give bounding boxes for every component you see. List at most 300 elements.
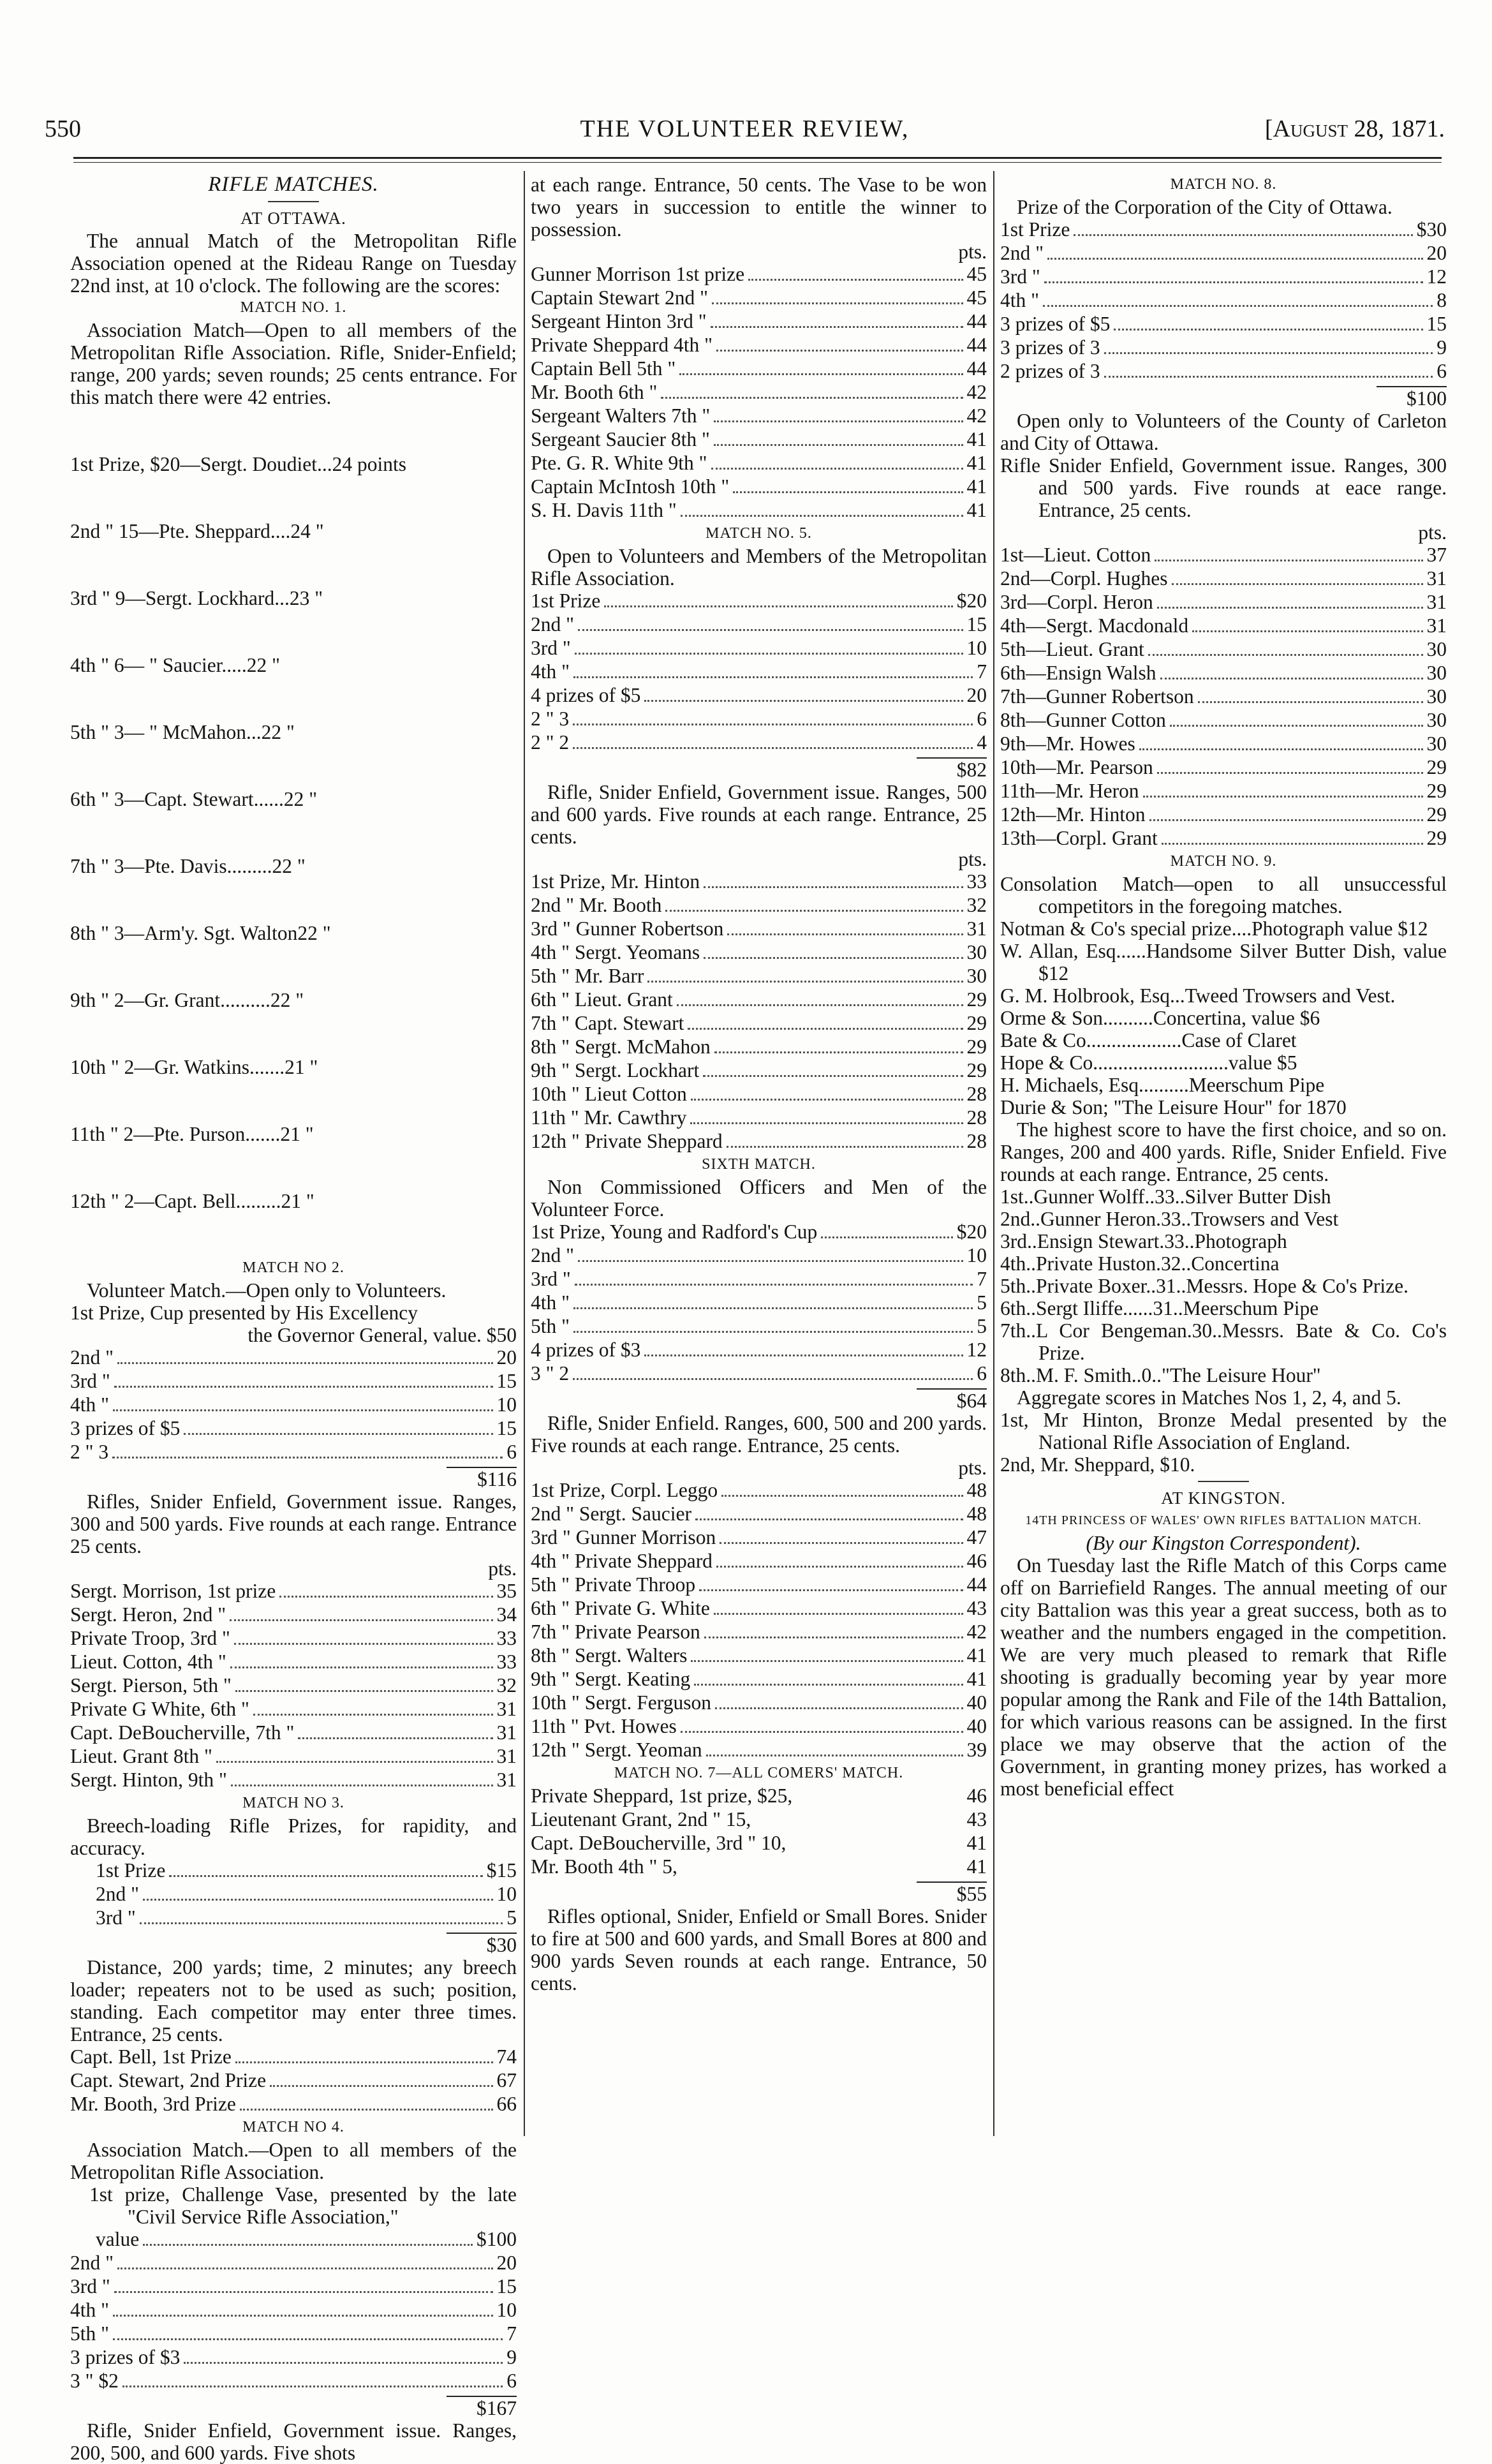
table-row — [531, 1362, 987, 1386]
dot-leader — [727, 933, 963, 935]
row-value: 10 — [966, 1244, 987, 1266]
row-value: 20 — [1426, 242, 1447, 264]
row-value: 33 — [496, 1627, 517, 1649]
match-description: Non Commissioned Officers and Men of the Volunteer Force. — [531, 1176, 987, 1221]
row-value: 74 — [496, 2045, 517, 2068]
row-label: 3rd " — [70, 2275, 110, 2297]
table-row — [1000, 756, 1447, 780]
row-label: 1st Prize — [1000, 218, 1070, 241]
row-label: Pte. G. R. White 9th " — [531, 452, 707, 474]
row-label: 2 " 2 — [531, 731, 570, 753]
row-label: 1st Prize — [96, 1859, 166, 1881]
row-value: 10 — [496, 2299, 517, 2321]
dot-leader — [644, 1354, 963, 1356]
row-label: 3 " $2 — [70, 2370, 119, 2392]
row-label: Sergeant Walters 7th " — [531, 404, 711, 427]
dot-leader — [644, 700, 963, 702]
table-row — [1000, 360, 1447, 383]
row-value: 43 — [966, 1808, 987, 1830]
row-label: Capt. Bell, 1st Prize — [70, 2045, 232, 2068]
dot-leader — [1104, 376, 1433, 378]
row-value: 4 — [977, 731, 987, 753]
table-row — [531, 1479, 987, 1503]
row-value: 32 — [966, 894, 987, 916]
row-label: Lieutenant Grant, 2nd " 15, — [531, 1808, 751, 1830]
prize-total: $100 — [1377, 386, 1447, 410]
match-heading: MATCH NO. 5. — [705, 525, 812, 542]
row-label: 8th " Sergt. McMahon — [531, 1035, 711, 1058]
row-label: 3rd " — [70, 1370, 110, 1392]
section-heading: AT KINGSTON. — [1161, 1488, 1286, 1508]
row-value: 7 — [977, 1268, 987, 1290]
dot-leader — [1192, 630, 1422, 632]
row-value: 5 — [977, 1291, 987, 1314]
list-item: Orme & Son..........Concertina, value $6 — [1000, 1007, 1320, 1029]
row-label: 2 prizes of 3 — [1000, 360, 1100, 382]
table-row — [531, 263, 987, 286]
table-row — [70, 1906, 517, 1930]
dot-leader — [573, 676, 973, 678]
dot-leader — [270, 2085, 492, 2087]
prize-list — [70, 408, 517, 1257]
match-heading: MATCH NO. 9. — [1170, 853, 1277, 870]
dot-leader — [714, 420, 963, 422]
prize-table — [531, 1221, 987, 1386]
dot-leader — [573, 1331, 973, 1333]
table-row — [531, 357, 987, 381]
dot-leader — [117, 2267, 493, 2269]
match-description: Consolation Match—open to all unsuccessful competitors in the foregoing matches. — [1000, 873, 1447, 917]
dot-leader — [235, 1690, 493, 1692]
list-item: 5th..Private Boxer..31..Messrs. Hope & Co's Prize. — [1000, 1275, 1408, 1297]
prize-total: $55 — [917, 1881, 987, 1905]
row-label: Sergeant Hinton 3rd " — [531, 310, 707, 332]
table-row — [531, 894, 987, 917]
dot-leader — [573, 1378, 973, 1380]
table-row — [531, 1621, 987, 1644]
table-row — [1000, 313, 1447, 336]
dot-leader — [706, 1755, 963, 1756]
row-label: 4th " — [70, 1393, 109, 1416]
row-label: 12th " Private Sheppard — [531, 1130, 723, 1152]
row-label: Lieut. Grant 8th " — [70, 1745, 212, 1767]
table-row — [1000, 336, 1447, 360]
prize-line: 1st Prize, Cup presented by His Excellency — [70, 1302, 418, 1324]
row-value: 5 — [977, 1315, 987, 1337]
row-value: 44 — [966, 334, 987, 356]
row-value: 41 — [966, 428, 987, 450]
row-label: 3 prizes of $5 — [1000, 313, 1111, 335]
intro-paragraph: The annual Match of the Metropolitan Rifle Association opened at the Rideau Range on Tuesday 22nd inst, at 10 o'clock. The following are the scores: — [70, 230, 517, 297]
row-value: 29 — [966, 1035, 987, 1058]
row-label: 2 " 3 — [531, 708, 570, 730]
table-row — [531, 334, 987, 357]
dot-leader — [578, 1260, 963, 1262]
row-value: 30 — [1426, 662, 1447, 684]
prize-line: 3rd " 9—Sergt. Lockhard...23 " — [70, 587, 323, 609]
dot-leader — [716, 350, 963, 352]
dot-leader — [714, 1051, 963, 1053]
dot-leader — [720, 1542, 963, 1544]
dot-leader — [1155, 560, 1422, 561]
table-row — [1000, 614, 1447, 638]
row-label: Sergt. Heron, 2nd " — [70, 1603, 226, 1626]
table-row — [531, 310, 987, 334]
row-value: 67 — [496, 2069, 517, 2091]
dot-leader — [604, 605, 952, 607]
table-row — [531, 637, 987, 660]
match-conditions: Rifle, Snider Enfield. Ranges, 600, 500 and 200 yards. Five rounds at each range. Entrance, 25 cents. — [531, 1412, 987, 1457]
dot-leader — [711, 326, 963, 328]
row-value: 39 — [966, 1739, 987, 1761]
dot-leader — [715, 1707, 963, 1709]
row-label: Captain Stewart 2nd " — [531, 286, 708, 309]
row-value: 20 — [496, 2252, 517, 2274]
row-value: 41 — [966, 1644, 987, 1666]
special-prize-list — [1000, 917, 1447, 1118]
row-label: 7th " Private Pearson — [531, 1621, 700, 1643]
row-value: 33 — [496, 1651, 517, 1673]
dot-leader — [143, 2244, 473, 2246]
column-1 — [70, 173, 517, 2464]
dot-leader — [1198, 701, 1423, 703]
dot-leader — [694, 1684, 963, 1686]
row-label: 4th " Private Sheppard — [531, 1550, 713, 1572]
row-label: 1st Prize, Young and Radford's Cup — [531, 1221, 818, 1243]
table-row — [1000, 803, 1447, 827]
row-value: 44 — [966, 357, 987, 380]
table-row — [1000, 218, 1447, 242]
table-row — [531, 1221, 987, 1244]
row-label: 3rd " Gunner Morrison — [531, 1526, 716, 1548]
aggregate-note: Aggregate scores in Matches Nos 1, 2, 4, and 5. — [1017, 1386, 1401, 1409]
table-row — [531, 499, 987, 523]
dot-leader — [681, 1871, 963, 1873]
row-label: 7th—Gunner Robertson — [1000, 685, 1194, 708]
row-label: Sergt. Hinton, 9th " — [70, 1769, 227, 1791]
dot-leader — [234, 1643, 493, 1645]
row-label: 2nd " — [70, 1346, 114, 1369]
row-label: 4th " — [531, 660, 570, 683]
dot-leader — [575, 653, 963, 655]
row-label: 2nd " Sergt. Saucier — [531, 1503, 691, 1525]
match-description: Volunteer Match.—Open only to Volunteers. — [87, 1279, 447, 1302]
dot-leader — [721, 1495, 963, 1497]
dot-leader — [691, 1660, 963, 1662]
dot-leader — [714, 1613, 963, 1615]
dot-leader — [712, 302, 963, 304]
row-label: 2nd " — [531, 613, 574, 635]
row-value: 28 — [966, 1130, 987, 1152]
table-row — [531, 475, 987, 499]
dot-leader — [727, 1146, 963, 1148]
row-label: 9th " Sergt. Keating — [531, 1668, 691, 1690]
issue-date: [August 28, 1871. — [1264, 115, 1445, 142]
row-value: 12 — [966, 1339, 987, 1361]
row-label: 6th—Ensign Walsh — [1000, 662, 1156, 684]
dot-leader — [716, 1566, 963, 1568]
dot-leader — [235, 2061, 493, 2063]
row-value: $20 — [956, 590, 987, 612]
table-row — [531, 1715, 987, 1739]
column-divider — [993, 171, 994, 2136]
table-row — [531, 1644, 987, 1668]
row-label: 3 prizes of $5 — [70, 1417, 181, 1439]
dot-leader — [790, 1848, 963, 1850]
table-row — [531, 1130, 987, 1154]
table-row — [531, 452, 987, 475]
table-row — [1000, 567, 1447, 591]
prize-table — [70, 2228, 517, 2252]
row-label: 3 " 2 — [531, 1362, 570, 1384]
dot-leader — [113, 2338, 503, 2340]
match-description: Prize of the Corporation of the City of Ottawa. — [1017, 196, 1392, 218]
table-row — [70, 1698, 517, 1721]
table-row — [531, 404, 987, 428]
row-label: Capt. Stewart, 2nd Prize — [70, 2069, 267, 2091]
table-row — [531, 1550, 987, 1573]
table-row — [70, 2045, 517, 2069]
match-heading: MATCH NO. 1. — [240, 299, 347, 316]
row-value: 40 — [966, 1691, 987, 1714]
table-row — [70, 1651, 517, 1674]
row-value: $100 — [476, 2228, 517, 2250]
table-row — [70, 1745, 517, 1769]
dot-leader — [681, 1731, 963, 1733]
dot-leader — [647, 981, 963, 983]
prize-table — [1000, 218, 1447, 383]
row-value: 66 — [496, 2093, 517, 2115]
dot-leader — [1114, 329, 1422, 330]
row-value: 29 — [1426, 780, 1447, 802]
table-row — [531, 731, 987, 755]
row-label: 11th—Mr. Heron — [1000, 780, 1139, 802]
row-value: 41 — [966, 475, 987, 498]
row-value: 6 — [977, 708, 987, 730]
row-label: 9th " Sergt. Lockhart — [531, 1059, 700, 1081]
page-header — [45, 115, 1445, 153]
row-label: Private Troop, 3rd " — [70, 1627, 230, 1649]
row-value: 28 — [966, 1083, 987, 1105]
row-value: 15 — [496, 1370, 517, 1392]
row-value: 31 — [496, 1769, 517, 1791]
row-value: 40 — [966, 1715, 987, 1737]
dot-leader — [1170, 725, 1423, 727]
row-value: 29 — [1426, 827, 1447, 849]
dot-leader — [230, 1619, 492, 1621]
prize-line: 2nd " 15—Pte. Sheppard....24 " — [70, 520, 324, 542]
match-description: Association Match.—Open to all members of the Metropolitan Rifle Association. — [70, 2139, 517, 2183]
table-row — [531, 660, 987, 684]
row-value: 31 — [496, 1745, 517, 1767]
row-value: 20 — [966, 684, 987, 706]
dot-leader — [699, 1589, 963, 1591]
row-value: 31 — [496, 1721, 517, 1744]
table-row — [1000, 242, 1447, 265]
dot-leader — [690, 1122, 963, 1124]
table-row — [70, 1417, 517, 1441]
table-row — [531, 1268, 987, 1291]
list-item: 2nd..Gunner Heron.33..Trowsers and Vest — [1000, 1208, 1339, 1230]
dot-leader — [253, 1714, 493, 1716]
match-conditions: Rifles optional, Snider, Enfield or Small Bores. Snider to fire at 500 and 600 yards, and Small Bores at 800 and 900 yards Seven rounds at each range. Entrance, 50 cents. — [531, 1905, 987, 1994]
row-label: Private G White, 6th " — [70, 1698, 249, 1720]
row-label: 7th " Capt. Stewart — [531, 1012, 684, 1034]
table-row — [531, 1315, 987, 1339]
table-row — [1000, 544, 1447, 567]
prize-total: $167 — [447, 2396, 517, 2419]
row-label: 3rd " Gunner Robertson — [531, 917, 724, 940]
row-label: 11th " Mr. Cawthry — [531, 1106, 687, 1129]
row-value: 6 — [506, 2370, 517, 2392]
row-value: 29 — [1426, 803, 1447, 826]
row-label: 11th " Pvt. Howes — [531, 1715, 677, 1737]
table-row — [1000, 638, 1447, 662]
table-row — [70, 2093, 517, 2116]
dot-leader — [298, 1737, 492, 1739]
dot-leader — [140, 1922, 503, 1924]
dot-leader — [184, 2362, 503, 2364]
table-row — [531, 1503, 987, 1526]
table-row — [531, 1855, 987, 1879]
dot-leader — [1157, 772, 1423, 774]
prize-line: 9th " 2—Gr. Grant..........22 " — [70, 989, 304, 1011]
row-label: Mr. Booth, 3rd Prize — [70, 2093, 236, 2115]
match-conditions: Distance, 200 yards; time, 2 minutes; any breech loader; repeaters not to be used as such; position, standing. Each competitor may enter three times. Entrance, 25 cents. — [70, 1956, 517, 2045]
match-heading: MATCH NO. 8. — [1170, 176, 1277, 193]
row-label: 9th—Mr. Howes — [1000, 732, 1135, 755]
dot-leader — [1044, 281, 1423, 283]
row-label: Private Sheppard 4th " — [531, 334, 713, 356]
row-value: 5 — [506, 1906, 517, 1929]
row-label: 12th—Mr. Hinton — [1000, 803, 1146, 826]
row-label: 5th " — [70, 2322, 109, 2345]
row-label: 1st Prize, Corpl. Leggo — [531, 1479, 718, 1501]
row-value: 29 — [1426, 756, 1447, 778]
prize-total: $64 — [917, 1388, 987, 1412]
row-value: 30 — [1426, 732, 1447, 755]
dot-leader — [122, 2386, 503, 2387]
match-description: Open to Volunteers and Members of the Metropolitan Rifle Association. — [531, 545, 987, 590]
dot-leader — [575, 1284, 973, 1286]
table-row — [531, 1244, 987, 1268]
table-row — [531, 1526, 987, 1550]
row-value: 42 — [966, 404, 987, 427]
score-table — [531, 870, 987, 1154]
dot-leader — [169, 1875, 482, 1877]
dot-leader — [1172, 583, 1423, 585]
row-value: 15 — [966, 613, 987, 635]
prize-table — [70, 2252, 517, 2393]
table-row — [531, 590, 987, 613]
table-row — [531, 381, 987, 404]
table-row — [531, 941, 987, 965]
table-row — [531, 708, 987, 731]
table-row — [531, 1668, 987, 1691]
table-row — [531, 1083, 987, 1106]
table-row — [1000, 780, 1447, 803]
dot-leader — [216, 1761, 493, 1763]
prize-line: 10th " 2—Gr. Watkins.......21 " — [70, 1056, 318, 1078]
table-row — [531, 965, 987, 988]
table-row — [70, 1674, 517, 1698]
list-item: Notman & Co's special prize....Photograph value $12 — [1000, 917, 1428, 940]
row-label: 2nd—Corpl. Hughes — [1000, 567, 1168, 590]
dot-leader — [821, 1236, 952, 1238]
dot-leader — [1104, 352, 1433, 354]
prize-line: 6th " 3—Capt. Stewart......22 " — [70, 788, 318, 810]
row-label: 3rd " — [96, 1906, 136, 1929]
prize-table — [70, 1346, 517, 1464]
row-label: 6th " Private G. White — [531, 1597, 710, 1619]
row-value: 34 — [496, 1603, 517, 1626]
row-label: Captain Bell 5th " — [531, 357, 676, 380]
table-row — [70, 1370, 517, 1393]
row-value: 6 — [506, 1441, 517, 1463]
score-table — [531, 1479, 987, 1762]
table-row — [531, 870, 987, 894]
dot-leader — [1149, 819, 1423, 821]
publication-title: THE VOLUNTEER REVIEW, — [580, 115, 910, 142]
row-label: 10th " Sergt. Ferguson — [531, 1691, 711, 1714]
header-rule-thin — [73, 162, 1442, 163]
match-description: Breech-loading Rifle Prizes, for rapidity, and accuracy. — [70, 1815, 517, 1859]
table-row — [70, 1769, 517, 1792]
dot-leader — [573, 1307, 973, 1309]
table-row — [70, 1883, 517, 1906]
table-row — [531, 613, 987, 637]
aggregate-result: 2nd, Mr. Sheppard, $10. — [1000, 1453, 1195, 1476]
table-row — [1000, 685, 1447, 709]
row-value: 30 — [966, 941, 987, 963]
table-row — [1000, 662, 1447, 685]
row-value: 30 — [1426, 685, 1447, 708]
table-row — [531, 286, 987, 310]
table-row — [70, 1441, 517, 1464]
match-heading: MATCH NO 3. — [242, 1795, 344, 1811]
row-label: 12th " Sergt. Yeoman — [531, 1739, 702, 1761]
score-table — [1000, 544, 1447, 850]
prize-total: $30 — [447, 1933, 517, 1956]
row-value: 10 — [496, 1883, 517, 1905]
row-value: 48 — [966, 1503, 987, 1525]
table-row — [531, 1106, 987, 1130]
dot-leader — [578, 629, 963, 631]
table-row — [531, 1573, 987, 1597]
table-row — [1000, 591, 1447, 614]
points-label: pts. — [1418, 521, 1447, 544]
row-value: 48 — [966, 1479, 987, 1501]
row-value: 44 — [966, 310, 987, 332]
match-conditions: The highest score to have the first choice, and so on. Ranges, 200 and 400 yards. Rifle, Snider Enfield. Five rounds at each range. Entrance, 25 cents. — [1000, 1118, 1447, 1185]
row-value: 37 — [1426, 544, 1447, 566]
score-table — [70, 2045, 517, 2116]
list-item: W. Allan, Esq......Handsome Silver Butter Dish, value $12 — [1000, 940, 1447, 984]
row-label: Mr. Booth 6th " — [531, 381, 658, 403]
row-label: 4th " — [1000, 289, 1039, 311]
column-divider — [524, 171, 525, 2136]
column-3 — [1000, 174, 1447, 2139]
dot-leader — [688, 1028, 963, 1030]
row-label: Gunner Morrison 1st prize — [531, 263, 745, 285]
row-label: 8th—Gunner Cotton — [1000, 709, 1166, 731]
row-label: Captain McIntosh 10th " — [531, 475, 730, 498]
row-label: 2nd " — [96, 1883, 139, 1905]
row-value: 45 — [966, 263, 987, 285]
prize-line: 1st Prize, $20—Sergt. Doudiet...24 points — [70, 453, 407, 475]
column-2 — [531, 174, 987, 2139]
row-label: 5th " Mr. Barr — [531, 965, 644, 987]
